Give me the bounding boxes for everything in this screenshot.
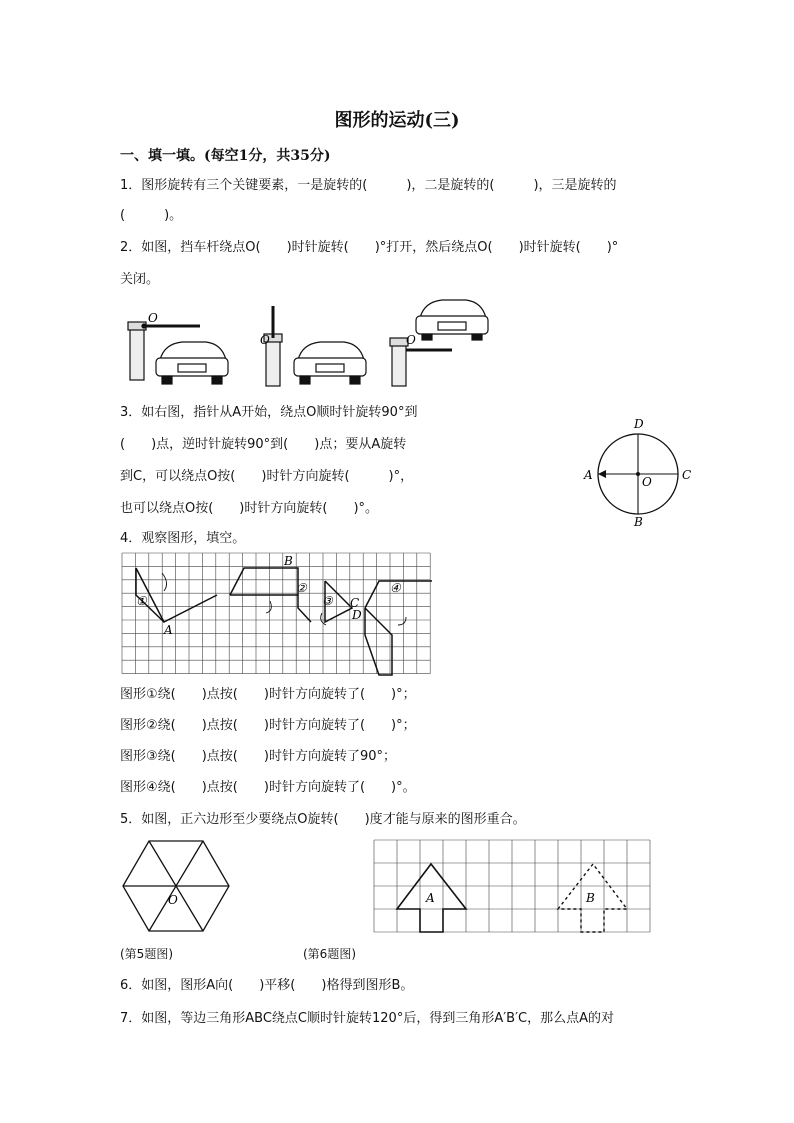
pointer-arrow-icon (598, 470, 606, 478)
question-6-text: 6．如图，图形A向( )平移( )格得到图形B。 (120, 978, 414, 993)
question-2-line-1: 2．如图，挡车杆绕点O( )时针旋转( )°打开，然后绕点O( )时针旋转( )° (120, 240, 619, 255)
point-a-label: A (164, 623, 173, 637)
shape-4-label: ④ (390, 581, 401, 595)
point-d-label: D (634, 417, 644, 431)
gate-2-point-label: O (260, 333, 270, 347)
point-b-label: B (284, 554, 293, 568)
question-1-line-2: ( )。 (120, 208, 183, 223)
page-title: 图形的运动(三) (334, 110, 460, 131)
point-a-label: A (584, 468, 593, 482)
question-2-line-2: 关闭。 (120, 272, 160, 287)
question-3-line-2: ( )点，逆时针旋转90°到( )点；要从A旋转 (120, 437, 407, 452)
car-1 (156, 342, 228, 384)
shape-a-label: A (426, 891, 435, 905)
point-c-label: C (682, 468, 692, 482)
figure-5-caption: (第5题图) (120, 947, 173, 961)
question-4-row-2: 图形②绕( )点按( )时针方向旋转了( )°； (120, 718, 416, 733)
gate-3-point-label: O (406, 333, 416, 347)
section-heading: 一、填一填。(每空1分，共35分) (120, 148, 331, 164)
shape-3-label: ③ (322, 594, 333, 608)
shape-b-label: B (586, 891, 595, 905)
car-3 (416, 300, 488, 340)
question-4-heading: 4．观察图形，填空。 (120, 531, 246, 546)
barrier-gate-figure (120, 300, 500, 392)
question-4-row-4: 图形④绕( )点按( )时针方向旋转了( )°。 (120, 780, 416, 795)
question-5-text: 5．如图，正六边形至少要绕点O旋转( )度才能与原来的图形重合。 (120, 812, 526, 827)
shape-2-label: ② (296, 581, 307, 595)
figure-6-caption: (第6题图) (303, 947, 356, 961)
rotation-grid-figure (122, 553, 432, 679)
point-c-label: C (350, 596, 360, 610)
question-4-row-1: 图形①绕( )点按( )时针方向旋转了( )°； (120, 687, 416, 702)
gate-1-point-label: O (148, 311, 158, 325)
center-o-label: O (168, 893, 178, 907)
point-d-label: D (352, 608, 362, 622)
question-3-line-1: 3．如右图，指针从A开始，绕点O顺时针旋转90°到 (120, 405, 418, 420)
shape-1 (136, 568, 217, 622)
car-2 (294, 342, 366, 384)
translation-grid-figure (374, 840, 650, 934)
question-3-line-3: 到C，可以绕点O按( )时针方向旋转( )°， (120, 469, 414, 484)
gate-3 (390, 338, 452, 386)
point-b-label: B (634, 515, 643, 529)
shape-4-image (365, 608, 392, 675)
point-o-label: O (642, 475, 652, 489)
hexagon-figure (120, 838, 232, 934)
shape-1-label: ① (136, 594, 147, 608)
shape-2 (230, 568, 298, 595)
clock-circle-figure (580, 414, 700, 530)
shape-2-image (298, 595, 311, 622)
question-1-line-1: 1．图形旋转有三个关键要素，一是旋转的( )，二是旋转的( )，三是旋转的 (120, 178, 617, 193)
question-7-text: 7．如图，等边三角形ABC绕点C顺时针旋转120°后，得到三角形A′B′C，那么点A的对 (120, 1011, 615, 1026)
question-3-line-4: 也可以绕点O按( )时针方向旋转( )°。 (120, 501, 379, 516)
question-4-row-3: 图形③绕( )点按( )时针方向旋转了90°； (120, 749, 396, 764)
